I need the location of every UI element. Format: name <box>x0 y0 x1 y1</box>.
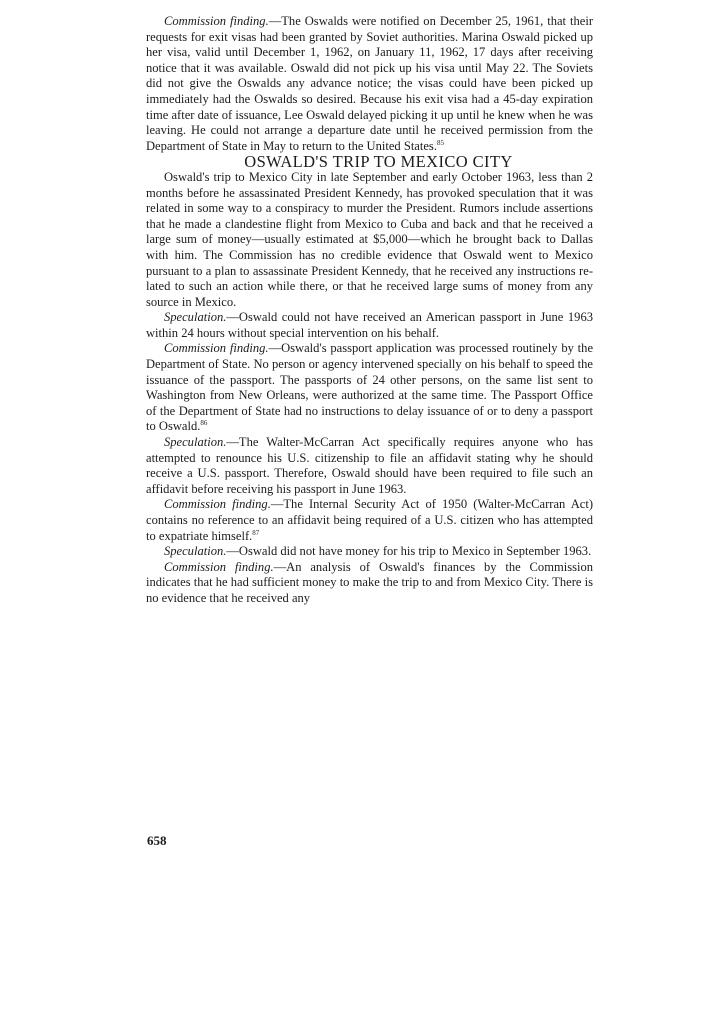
paragraph-finding-money <box>146 560 593 607</box>
paragraph-text: —The Walter-McCarran Act specifically requires anyone who has attempted to renounce his U.S. citizenship to file an affidavit stating why he should receive a U.S. passport. Therefore, Oswald should have been required to file such an affidavit before receiving his passport in June 1963. <box>146 435 593 496</box>
paragraph-exit-visa <box>146 14 593 154</box>
paragraph-text: —The Internal Security Act of 1950 (Walter-McCarran Act) contains no reference to an affidavit being required of a U.S. citizen who has attempted to expatriate himself. <box>146 497 593 543</box>
section-intro: Oswald's trip to Mexico City in late September and early October 1963, less than 2 months before he assassinated President Kennedy, has provoked speculation that it was related in some way to a conspiracy to murder the President. Rumors include assertions that he made a clandestine flight from Mexico to Cuba and back and that he received a large sum of money—usually estimated at $5,000—which he brought back to Dallas with him. The Commission has no credible evidence that Oswald went to Mexico pursuant to a plan to assassinate President Kennedy, that he received any instructions related to such an action while there, or that he received large sums of money from any source in Mexico. <box>146 169 593 309</box>
footnote-ref: 86 <box>200 419 208 428</box>
section-heading: OSWALD'S TRIP TO MEXICO CITY <box>244 152 513 172</box>
paragraph-lead: Commission finding. <box>164 497 271 512</box>
paragraph-lead: Commission finding. <box>164 559 274 574</box>
paragraph-speculation-affidavit <box>146 435 593 497</box>
paragraph-lead: Speculation. <box>164 310 227 325</box>
footnote-ref: 87 <box>252 528 260 537</box>
paragraph-text: —Oswald could not have received an American passport in June 1963 within 24 hours without special intervention on his behalf. <box>146 310 593 340</box>
paragraph-text: —Oswald's passport application was processed routinely by the Department of State. No person or agency intervened specially on his behalf to speed the issuance of the passport. The passports of 24 other persons, on the same list sent to Washington from New Orleans, were authorized at the same time. The Passport Office of the Department of State had no instructions to delay issuance of or to deny a passport to Oswald. <box>146 341 594 434</box>
paragraph-finding-passport <box>146 341 593 435</box>
page-number: 658 <box>147 833 167 848</box>
paragraph-text: —An analysis of Oswald's finances by the Commission indicates that he had sufficient money to make the trip to and from Mexico City. There is no evidence that he received any <box>146 559 594 605</box>
footnote-ref: 85 <box>436 138 444 147</box>
paragraph-lead: Speculation. <box>164 544 227 559</box>
paragraph-lead: Commission finding. <box>164 341 269 356</box>
paragraph-text: —The Oswalds were notified on December 25, 1961, that their requests for exit visas had been granted by Soviet authorities. Marina Oswald picked up her visa, valid until December 1, 1962, on January 11, 1962, 17 days after receiving notice that it was available. Oswald did not pick up his visa until May 22. The Soviets did not give the Oswalds any advance notice; the visas could have been picked up immediately had the Oswalds so desired. Because his exit visa had a 45-day expiration time after date of issuance, Lee Oswald delayed picking it up until he knew when he was leaving. He could not arrange a departure date until he received permission from the Department of State in May to return to the United States. <box>146 14 594 153</box>
paragraph-lead: Speculation. <box>164 435 227 450</box>
paragraph-speculation-money <box>146 544 593 560</box>
paragraph-text: —Oswald did not have money for his trip to Mexico in September 1963. <box>226 544 592 559</box>
paragraph-finding-affidavit <box>146 497 593 544</box>
paragraph-lead: Commission finding. <box>164 14 269 28</box>
paragraph-speculation-passport <box>146 310 593 341</box>
text-column <box>146 14 593 607</box>
